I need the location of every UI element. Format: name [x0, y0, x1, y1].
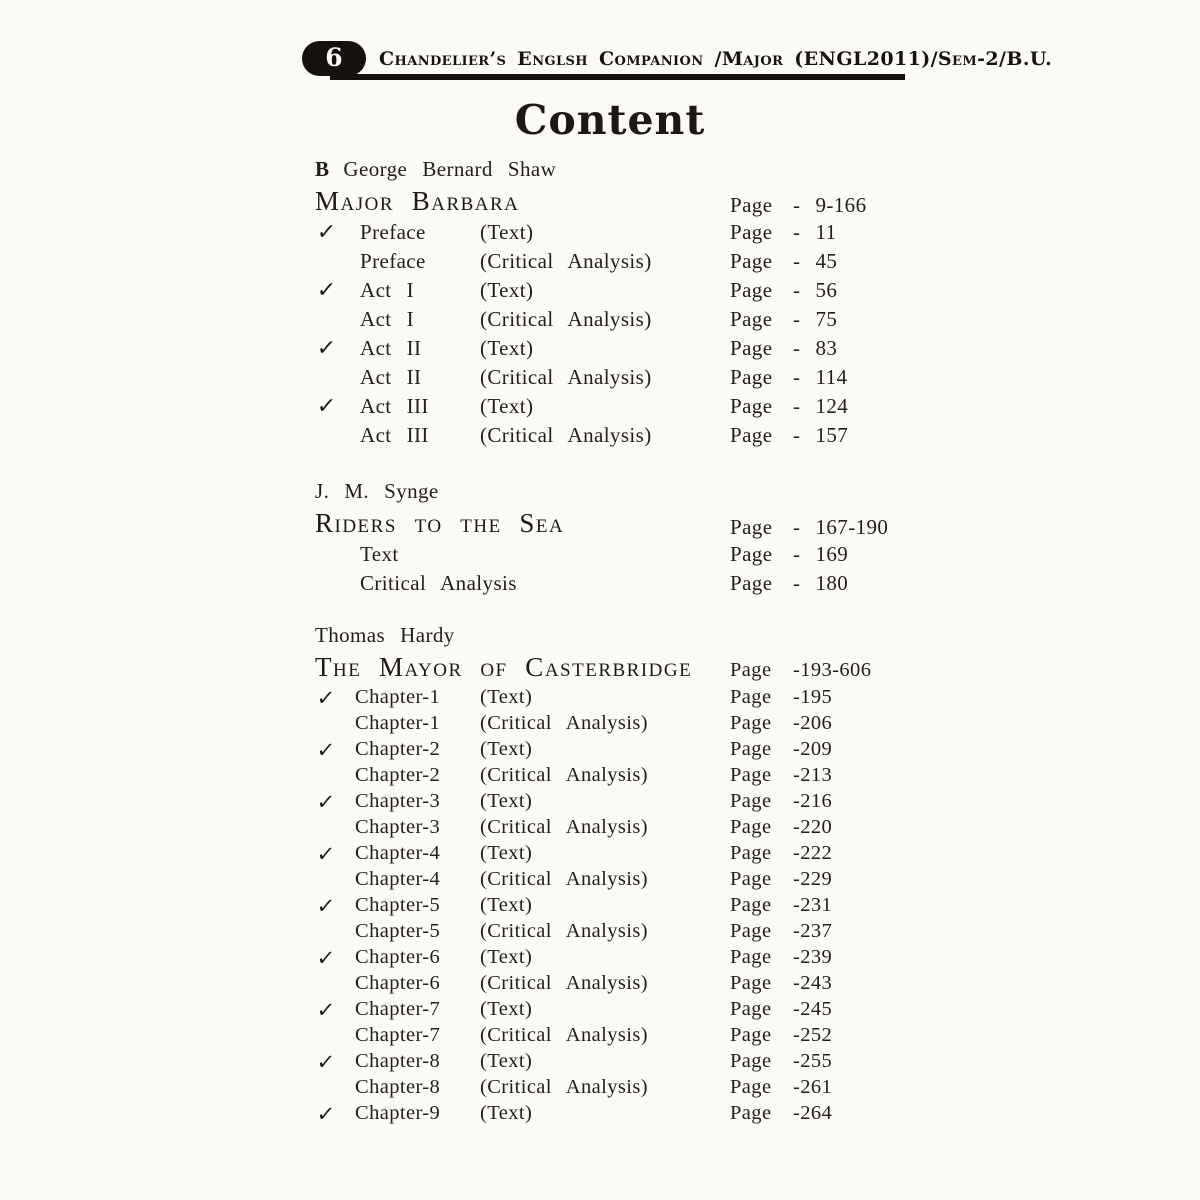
page-label: Page [730, 1102, 772, 1124]
page-value: -222 [793, 842, 833, 864]
work-page [730, 515, 888, 540]
page-value: -229 [793, 868, 833, 890]
toc-row [315, 278, 915, 307]
page-label: Page [730, 365, 773, 389]
item-kind: (Text) [480, 220, 534, 244]
page-label: Page [730, 790, 772, 812]
toc-row [315, 998, 915, 1024]
page-value: - 157 [793, 423, 849, 447]
page-value: - 45 [793, 249, 838, 273]
page-value: - 83 [793, 336, 838, 360]
item-page [730, 1024, 832, 1047]
page-value: - 114 [793, 365, 848, 389]
page-label: Page [730, 659, 772, 681]
work-title-line [315, 508, 915, 542]
page-value: -193-606 [793, 659, 872, 681]
page-label: Page [730, 423, 773, 447]
item-name: Chapter-2 [355, 764, 441, 786]
toc-row [315, 1076, 915, 1102]
page-value: -264 [793, 1102, 833, 1124]
page-title: Content [514, 96, 706, 144]
toc-row [315, 738, 915, 764]
author-prefix: B [315, 157, 330, 181]
item-page [730, 816, 832, 839]
item-name: Chapter-1 [355, 712, 441, 734]
page-value: -206 [793, 712, 833, 734]
item-page [730, 307, 837, 332]
toc-row [315, 394, 915, 423]
item-kind: (Text) [480, 894, 533, 916]
page-value: - 56 [793, 278, 838, 302]
item-page [730, 764, 832, 787]
toc-row [315, 816, 915, 842]
page-label: Page [730, 972, 772, 994]
page-value: - 124 [793, 394, 849, 418]
item-page [730, 920, 832, 943]
item-name: Text [360, 542, 399, 566]
page-label: Page [730, 816, 772, 838]
toc-row [315, 894, 915, 920]
item-kind: (Critical Analysis) [480, 920, 648, 942]
toc-section [315, 157, 915, 452]
toc-row [315, 920, 915, 946]
work-page [730, 193, 867, 218]
toc-row [315, 712, 915, 738]
toc-row [315, 946, 915, 972]
page-label: Page [730, 394, 773, 418]
item-name: Critical Analysis [360, 571, 517, 595]
item-page [730, 894, 832, 917]
header-rule [330, 74, 905, 80]
page-label: Page [730, 738, 772, 760]
page-label: Page [730, 764, 772, 786]
check-icon: ✓ [315, 278, 338, 303]
page-value: -231 [793, 894, 833, 916]
page-value: - 11 [793, 220, 837, 244]
page-value: -243 [793, 972, 833, 994]
page-value: - 75 [793, 307, 838, 331]
item-kind: (Critical Analysis) [480, 249, 652, 273]
item-name: Chapter-3 [355, 790, 441, 812]
item-kind: (Text) [480, 998, 533, 1020]
item-kind: (Text) [480, 686, 533, 708]
page-number-badge [302, 41, 366, 76]
item-kind: (Critical Analysis) [480, 423, 652, 447]
item-name: Chapter-6 [355, 946, 441, 968]
toc-row [315, 1102, 915, 1128]
item-kind: (Text) [480, 842, 533, 864]
item-kind: (Text) [480, 946, 533, 968]
item-page [730, 394, 848, 419]
toc-row [315, 542, 915, 571]
item-page [730, 972, 832, 995]
toc-row [315, 220, 915, 249]
item-kind: (Critical Analysis) [480, 1024, 648, 1046]
page-label: Page [730, 278, 773, 302]
toc-row [315, 571, 915, 600]
item-kind: (Text) [480, 394, 534, 418]
item-name: Chapter-7 [355, 998, 441, 1020]
item-page [730, 868, 832, 891]
check-icon: ✓ [315, 1102, 337, 1126]
check-icon: ✓ [315, 686, 337, 710]
item-page [730, 423, 848, 448]
item-name: Chapter-4 [355, 842, 441, 864]
toc-section [315, 623, 915, 1128]
item-kind: (Text) [480, 790, 533, 812]
item-kind: (Critical Analysis) [480, 307, 652, 331]
page-value: -245 [793, 998, 833, 1020]
page-value: -216 [793, 790, 833, 812]
item-kind: (Text) [480, 1102, 533, 1124]
item-name: Act II [360, 365, 422, 389]
page-value: -239 [793, 946, 833, 968]
item-page [730, 220, 837, 245]
page-value: -237 [793, 920, 833, 942]
item-kind: (Text) [480, 336, 534, 360]
toc-row [315, 790, 915, 816]
page-label: Page [730, 515, 773, 539]
item-kind: (Text) [480, 738, 533, 760]
page-value: -195 [793, 686, 833, 708]
toc-row [315, 249, 915, 278]
work-title: Major Barbara [315, 186, 520, 216]
check-icon: ✓ [315, 894, 337, 918]
check-icon: ✓ [315, 394, 338, 419]
item-name: Preface [360, 249, 426, 273]
check-icon: ✓ [315, 1050, 337, 1074]
author-name: J. M. Synge [315, 479, 439, 503]
author-name: George Bernard Shaw [343, 157, 557, 181]
page-label: Page [730, 571, 773, 595]
item-name: Chapter-3 [355, 816, 441, 838]
item-name: Chapter-5 [355, 920, 441, 942]
page-value: -213 [793, 764, 833, 786]
work-title: The Mayor of Casterbridge [315, 652, 693, 682]
check-icon: ✓ [315, 998, 337, 1022]
item-name: Chapter-9 [355, 1102, 441, 1124]
item-page [730, 571, 848, 596]
author-line [315, 479, 915, 508]
toc [315, 157, 915, 1128]
page-number: 6 [325, 43, 343, 72]
toc-row [315, 423, 915, 452]
check-icon: ✓ [315, 842, 337, 866]
item-page [730, 1076, 832, 1099]
page-label: Page [730, 712, 772, 734]
item-page [730, 738, 832, 761]
item-kind: (Critical Analysis) [480, 1076, 648, 1098]
toc-row [315, 1024, 915, 1050]
page-label: Page [730, 1050, 772, 1072]
check-icon: ✓ [315, 946, 337, 970]
item-page [730, 1050, 832, 1073]
item-kind: (Text) [480, 278, 534, 302]
page-value: -220 [793, 816, 833, 838]
item-kind: (Critical Analysis) [480, 816, 648, 838]
page-label: Page [730, 894, 772, 916]
item-page [730, 249, 837, 274]
item-name: Act III [360, 394, 429, 418]
toc-section [315, 479, 915, 600]
item-name: Act I [360, 278, 415, 302]
page-label: Page [730, 193, 773, 217]
item-name: Act II [360, 336, 422, 360]
page-value: - 169 [793, 542, 849, 566]
item-page [730, 790, 832, 813]
toc-row [315, 365, 915, 394]
check-icon: ✓ [315, 220, 338, 245]
item-page [730, 842, 832, 865]
page-label: Page [730, 946, 772, 968]
item-name: Chapter-8 [355, 1050, 441, 1072]
page-label: Page [730, 920, 772, 942]
item-page [730, 686, 832, 709]
item-kind: (Text) [480, 1050, 533, 1072]
item-page [730, 278, 837, 303]
page-label: Page [730, 307, 773, 331]
work-title: Riders to the Sea [315, 508, 565, 538]
page-value: -261 [793, 1076, 833, 1098]
item-name: Act I [360, 307, 415, 331]
item-kind: (Critical Analysis) [480, 712, 648, 734]
toc-row [315, 842, 915, 868]
page-label: Page [730, 542, 773, 566]
toc-row [315, 686, 915, 712]
page-value: - 9-166 [793, 193, 867, 217]
page-label: Page [730, 686, 772, 708]
work-title-line [315, 652, 915, 686]
page-label: Page [730, 220, 773, 244]
item-name: Chapter-7 [355, 1024, 441, 1046]
item-kind: (Critical Analysis) [480, 868, 648, 890]
work-title-line [315, 186, 915, 220]
author-line [315, 623, 915, 652]
item-page [730, 998, 832, 1021]
page-value: -209 [793, 738, 833, 760]
page-label: Page [730, 336, 773, 360]
item-name: Chapter-4 [355, 868, 441, 890]
check-icon: ✓ [315, 790, 337, 814]
item-name: Chapter-5 [355, 894, 441, 916]
item-page [730, 365, 847, 390]
toc-row [315, 336, 915, 365]
page-value: - 180 [793, 571, 849, 595]
page-label: Page [730, 998, 772, 1020]
page-value: - 167-190 [793, 515, 889, 539]
toc-row [315, 764, 915, 790]
author-name: Thomas Hardy [315, 623, 455, 647]
page-label: Page [730, 1076, 772, 1098]
toc-row [315, 307, 915, 336]
toc-row [315, 868, 915, 894]
page-label: Page [730, 1024, 772, 1046]
check-icon: ✓ [315, 336, 338, 361]
item-page [730, 946, 832, 969]
item-name: Chapter-6 [355, 972, 441, 994]
check-icon: ✓ [315, 738, 337, 762]
page-label: Page [730, 868, 772, 890]
page-label: Page [730, 249, 773, 273]
work-page [730, 659, 871, 682]
page-label: Page [730, 842, 772, 864]
item-page [730, 336, 837, 361]
item-kind: (Critical Analysis) [480, 365, 652, 389]
item-kind: (Critical Analysis) [480, 764, 648, 786]
item-page [730, 1102, 832, 1125]
item-page [730, 712, 832, 735]
item-name: Preface [360, 220, 426, 244]
header-title: Chandelier’s Englsh Companion /Major (ENGL2011)/Sem-2/B.U. [379, 48, 1053, 70]
item-name: Chapter-8 [355, 1076, 441, 1098]
page-value: -252 [793, 1024, 833, 1046]
toc-row [315, 1050, 915, 1076]
page-value: -255 [793, 1050, 833, 1072]
item-name: Chapter-1 [355, 686, 441, 708]
item-name: Act III [360, 423, 429, 447]
toc-row [315, 972, 915, 998]
item-page [730, 542, 848, 567]
item-name: Chapter-2 [355, 738, 441, 760]
author-line [315, 157, 915, 186]
item-kind: (Critical Analysis) [480, 972, 648, 994]
